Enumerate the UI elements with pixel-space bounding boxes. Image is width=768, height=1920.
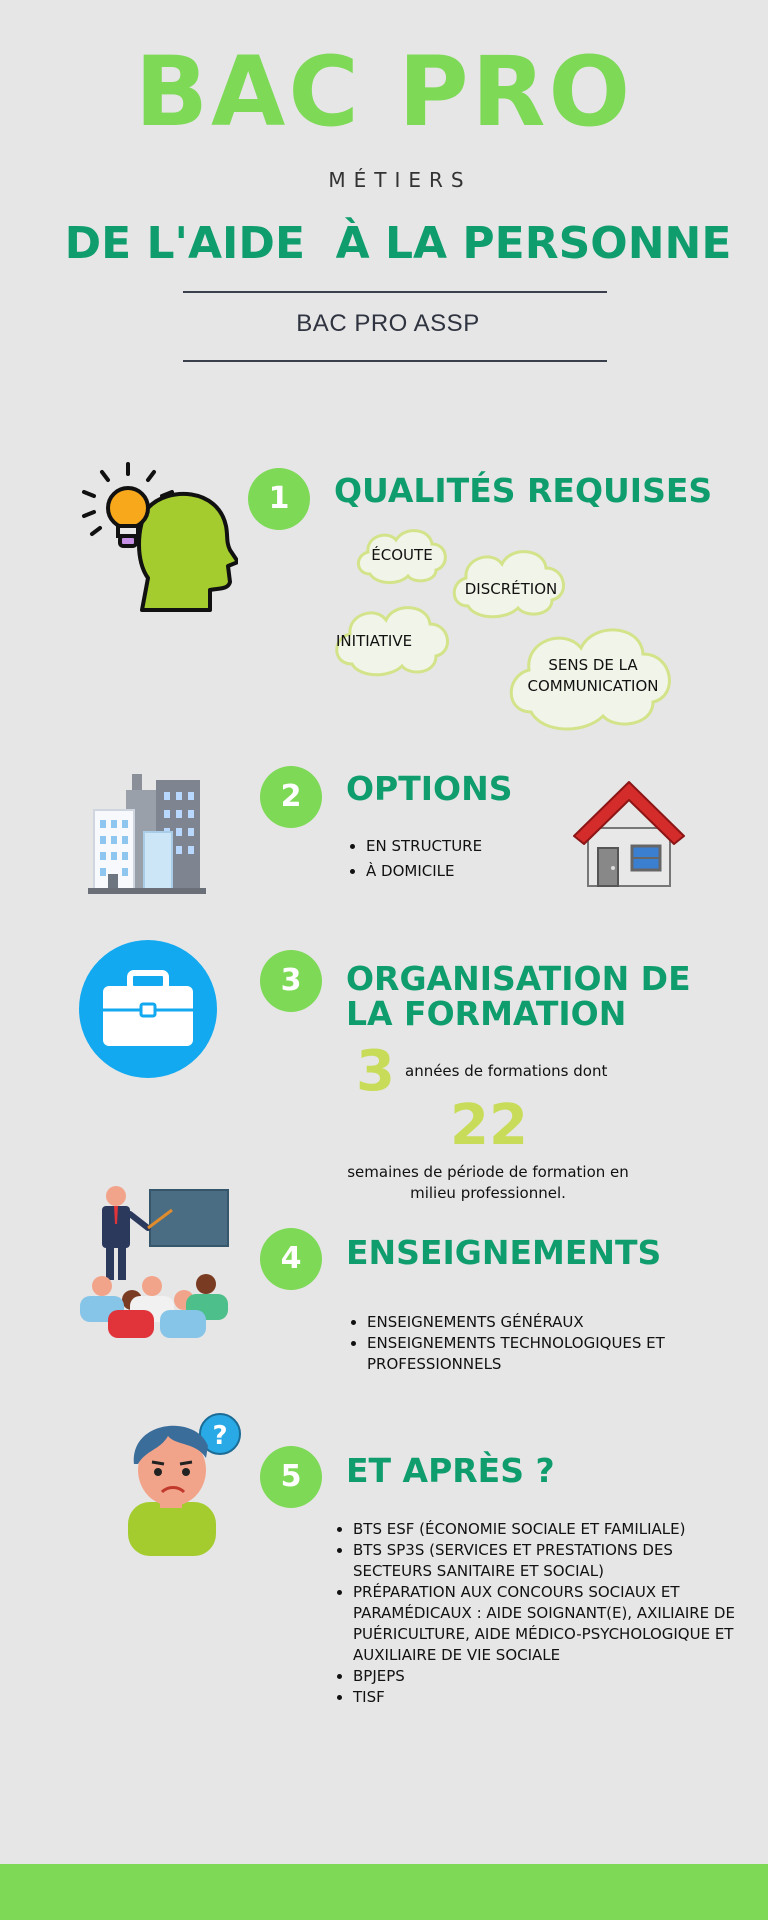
after-bac-list xyxy=(333,1519,753,1708)
weeks-count: 22 xyxy=(450,1093,528,1158)
weeks-text: semaines de période de formation en milieu professionnel. xyxy=(347,1163,629,1202)
teaching-list xyxy=(347,1312,707,1375)
section-3-title: ORGANISATION DE LA FORMATION xyxy=(346,959,691,1033)
section-3-number: 3 xyxy=(260,950,322,1012)
list-item: • ENSEIGNEMENTS TECHNOLOGIQUES ET PROFESSIONNELS xyxy=(367,1333,707,1375)
kicker-text: MÉTIERS xyxy=(328,168,472,192)
page-subtitle: DE L'AIDE À LA PERSONNE xyxy=(64,218,732,269)
list-item: • PRÉPARATION AUX CONCOURS SOCIAUX ET PARAMÉDICAUX : AIDE SOIGNANT(E), AXILIAIRE DE PUÉRICULTURE, AIDE MÉDICO-PSYCHOLOGIQUE ET AUXILIAIRE DE VIE SOCIALE xyxy=(353,1582,753,1666)
list-item: • ENSEIGNEMENTS GÉNÉRAUX xyxy=(367,1312,707,1333)
program-name: BAC PRO ASSP xyxy=(296,310,480,337)
years-text: années de formations dont xyxy=(405,1062,608,1080)
years-count: 3 xyxy=(356,1039,395,1104)
quality-listening: ÉCOUTE xyxy=(371,546,433,564)
briefcase-icon xyxy=(79,940,217,1078)
section-5-number: 5 xyxy=(260,1446,322,1508)
house-icon xyxy=(570,774,688,892)
confused-person-icon xyxy=(116,1406,246,1556)
list-item: • EN STRUCTURE xyxy=(366,836,566,857)
divider-bottom xyxy=(183,360,607,362)
list-item: • BPJEPS xyxy=(353,1666,753,1687)
quality-discretion: DISCRÉTION xyxy=(464,580,558,598)
list-item: • BTS SP3S (SERVICES ET PRESTATIONS DES SECTEURS SANITAIRE ET SOCIAL) xyxy=(353,1540,753,1582)
teacher-class-icon xyxy=(76,1184,238,1340)
list-item: • TISF xyxy=(353,1687,753,1708)
head-lightbulb-icon xyxy=(78,458,238,618)
footer-bar xyxy=(0,1864,768,1920)
section-1-title: QUALITÉS REQUISES xyxy=(334,471,713,510)
section-1-number: 1 xyxy=(248,468,310,530)
section-4-number: 4 xyxy=(260,1228,322,1290)
options-list xyxy=(346,836,566,882)
divider-top xyxy=(183,291,607,293)
list-item: • À DOMICILE xyxy=(366,861,566,882)
list-item: • BTS ESF (ÉCONOMIE SOCIALE ET FAMILIALE) xyxy=(353,1519,753,1540)
section-5-title: ET APRÈS ? xyxy=(346,1451,555,1490)
quality-communication: SENS DE LA COMMUNICATION xyxy=(527,656,659,695)
section-4-title: ENSEIGNEMENTS xyxy=(346,1233,662,1272)
buildings-icon xyxy=(86,766,210,896)
svg-text:?: ? xyxy=(212,1421,228,1451)
section-2-title: OPTIONS xyxy=(346,769,513,808)
page-title: BAC PRO xyxy=(134,36,634,148)
quality-initiative: INITIATIVE xyxy=(336,632,413,650)
section-2-number: 2 xyxy=(260,766,322,828)
